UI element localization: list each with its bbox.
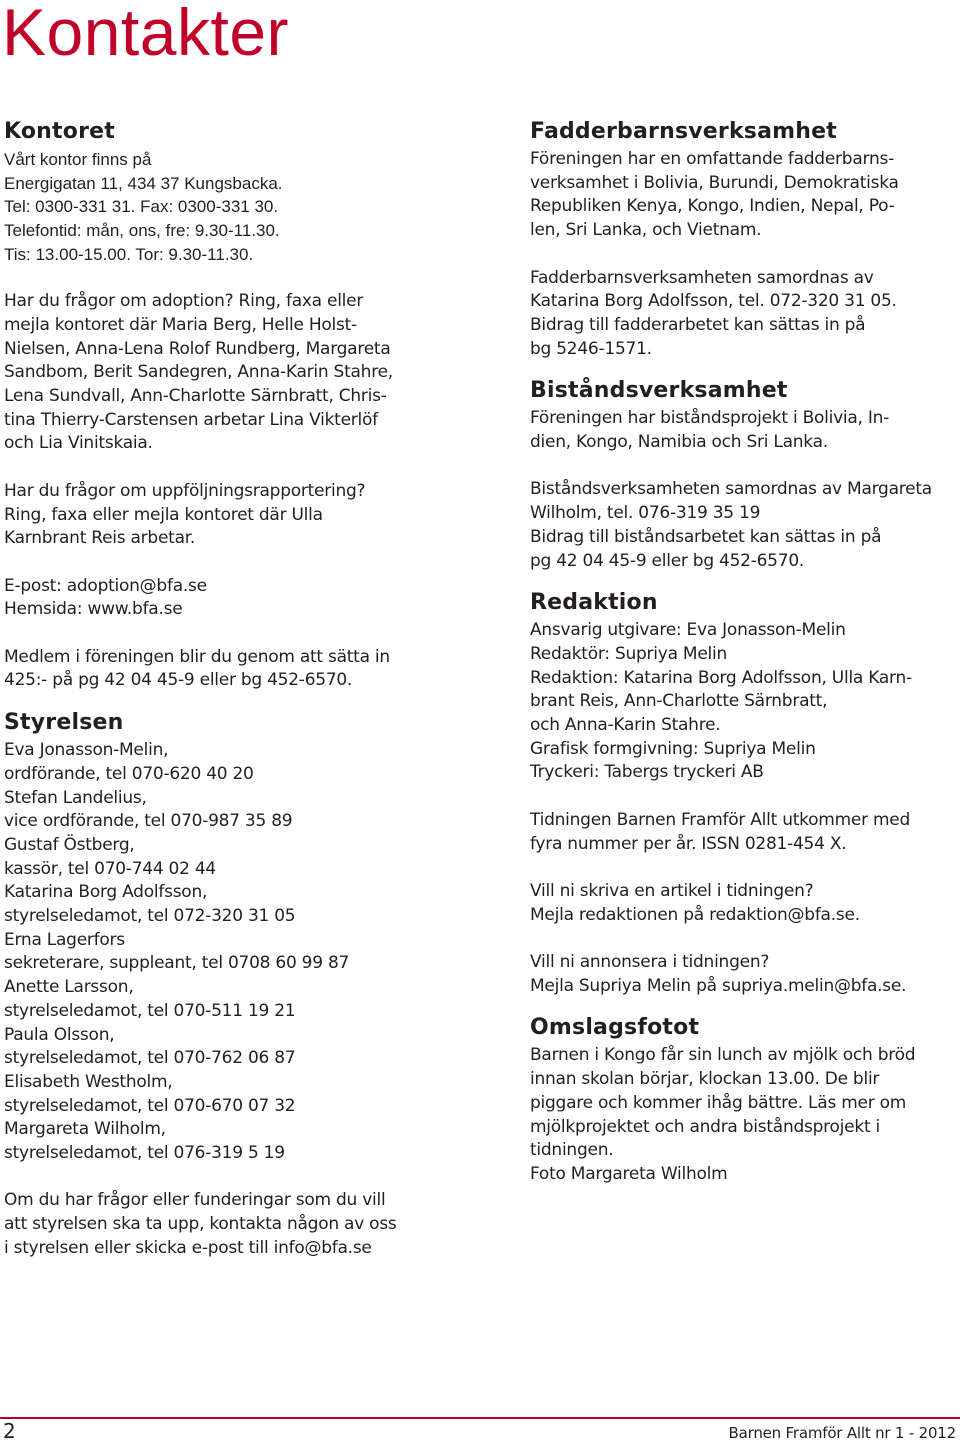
section-styrelsen bbox=[4, 707, 509, 1260]
aid-coordination: Biståndsverksamheten samordnas av Margareta Wilholm, tel. 076-319 35 19 Bidrag till biståndsarbetet kan sättas in på pg 42 04 45-9 eller bg 452-6570. bbox=[530, 479, 932, 571]
footer-publication: Barnen Framför Allt nr 1 - 2012 bbox=[728, 1424, 956, 1442]
sponsorship-coordination: Fadderbarnsverksamheten samordnas av Katarina Borg Adolfsson, tel. 072-320 31 05. Bidrag till fadderarbetet kan sättas in på bg 5246-1571. bbox=[530, 267, 897, 359]
followup-contacts: Har du frågor om uppföljningsrapportering? Ring, faxa eller mejla kontoret där Ulla Karnbrant Reis arbetar. bbox=[4, 480, 366, 549]
write-article-info: Vill ni skriva en artikel i tidningen? Mejla redaktionen på redaktion@bfa.se. bbox=[530, 880, 860, 925]
section-omslag bbox=[530, 1012, 958, 1186]
board-questions: Om du har frågor eller funderingar som du vill att styrelsen ska ta upp, kontakta någon av oss i styrelsen eller skicka e-post till info@bfa.se bbox=[4, 1190, 397, 1258]
email-website: E-post: adoption@bfa.se Hemsida: www.bfa.se bbox=[4, 575, 207, 620]
aid-intro: Föreningen har biståndsprojekt i Bolivia, In- dien, Kongo, Namibia och Sri Lanka. bbox=[530, 408, 890, 453]
advertise-info: Vill ni annonsera i tidningen? Mejla Supriya Melin på supriya.melin@bfa.se. bbox=[530, 952, 907, 996]
cover-photo-caption: Barnen i Kongo får sin lunch av mjölk och bröd innan skolan börjar, klockan 13.00. De blir piggare och kommer ihåg bättre. Läs mer om mjölkprojektet och andra biståndsprojekt i tidningen. Foto Margareta Wilholm bbox=[530, 1045, 916, 1184]
publication-issn: Tidningen Barnen Framför Allt utkommer med fyra nummer per år. ISSN 0281-454 X. bbox=[530, 809, 911, 854]
office-address: Vårt kontor finns på Energigatan 11, 434 37 Kungsbacka. Tel: 0300-331 31. Fax: 0300-331 30. Telefontid: mån, ons, fre: 9.30-11.30. Tis: 13.00-15.00. Tor: 9.30-11.30. bbox=[4, 150, 283, 264]
page-title: Kontakter bbox=[2, 0, 289, 69]
footer-divider bbox=[0, 1417, 960, 1419]
heading-styrelsen: Styrelsen bbox=[4, 710, 124, 736]
left-column bbox=[4, 116, 509, 1284]
board-members: Eva Jonasson-Melin, ordförande, tel 070-620 40 20 Stefan Landelius, vice ordförande, tel 070-987 35 89 Gustaf Östberg, kassör, tel 070-744 02 44 Katarina Borg Adolfsson, styrelseledamot, tel 072-320 31 05 Erna Lagerfors sekreterare, suppleant, tel 0708 60 99 87 Anette Larsson, styrelseledamot, tel 070-511 19 21 Paula Olsson, styrelseledamot, tel 070-762 06 87 Elisabeth Westholm, styrelseledamot, tel 070-670 07 32 Margareta Wilholm, styrelseledamot, tel 076-319 5 19 bbox=[4, 740, 350, 1164]
right-column bbox=[530, 116, 958, 1187]
section-bistand bbox=[530, 375, 958, 573]
page-number: 2 bbox=[3, 1419, 16, 1443]
heading-omslag: Omslagsfotot bbox=[530, 1015, 700, 1041]
section-kontoret bbox=[4, 116, 509, 693]
heading-fadderbarn: Fadderbarnsverksamhet bbox=[530, 119, 837, 144]
sponsorship-intro: Föreningen har en omfattande fadderbarns- verksamhet i Bolivia, Burundi, Demokratiska Republiken Kenya, Kongo, Indien, Nepal, Po- len, Sri Lanka, och Vietnam. bbox=[530, 149, 899, 241]
editorial-staff: Ansvarig utgivare: Eva Jonasson-Melin Redaktör: Supriya Melin Redaktion: Katarina Borg Adolfsson, Ulla Karn- brant Reis, Ann-Charlotte Särnbratt, och Anna-Karin Stahre. Grafisk formgivning: Supriya Melin Tryckeri: Tabergs tryckeri AB bbox=[530, 620, 912, 783]
membership-info: Medlem i föreningen blir du genom att sätta in 425:- på pg 42 04 45-9 eller bg 452-6570. bbox=[4, 646, 390, 691]
heading-kontoret: Kontoret bbox=[4, 119, 115, 144]
heading-redaktion: Redaktion bbox=[530, 590, 658, 616]
section-redaktion bbox=[530, 587, 958, 998]
section-fadderbarn bbox=[530, 116, 958, 361]
adoption-contacts: Har du frågor om adoption? Ring, faxa eller mejla kontoret där Maria Berg, Helle Holst- Nielsen, Anna-Lena Rolof Rundberg, Margareta Sandbom, Berit Sandegren, Anna-Karin Stahre, Lena Sundvall, Ann-Charlotte Särnbratt, Chris- tina Thierry-Carstensen arbetar Lina Vikterlöf och Lia Vinitskaia. bbox=[4, 291, 393, 454]
heading-bistand: Biståndsverksamhet bbox=[530, 378, 788, 404]
